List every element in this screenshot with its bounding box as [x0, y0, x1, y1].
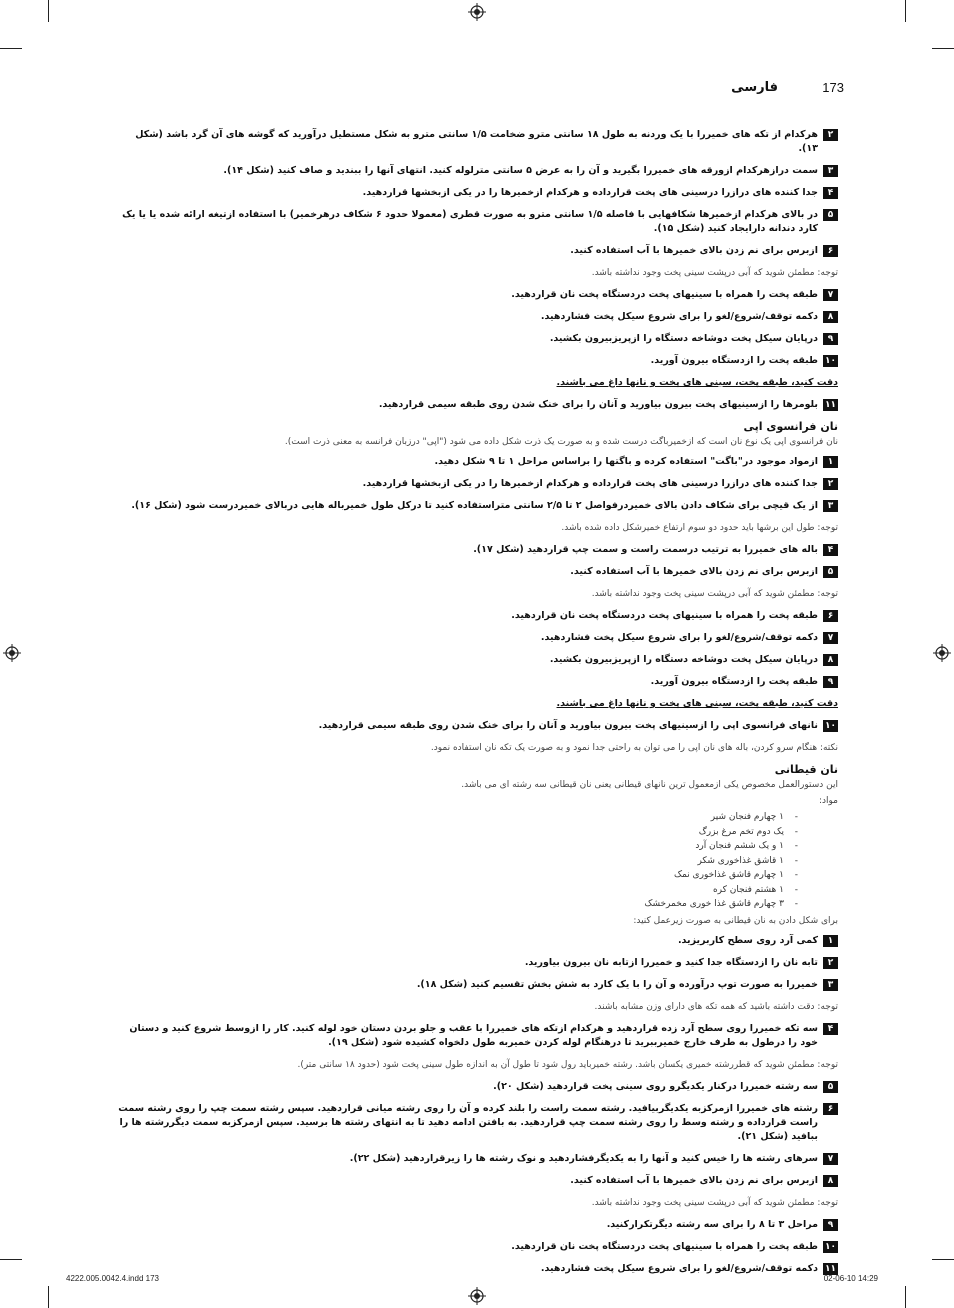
note-text: توجه: مطمئن شوید که قطررشته خمیری یکسان باشد. رشته خمیرباید رول شود تا طول آن به اندازه طول سینی پخت شود (حدود ۱۸ سانتی متر).: [297, 1059, 838, 1070]
note-text: توجه: دقت داشته باشید که همه تکه های دارای وزن مشابه باشند.: [594, 1001, 838, 1012]
instruction-step: [116, 631, 838, 645]
step-number-badge: ۱۰: [825, 721, 836, 731]
list-item: - یک دوم تخم مرغ بزرگ: [116, 825, 798, 840]
instruction-step: [116, 609, 838, 623]
instruction-step: [116, 1102, 838, 1144]
note-text: توجه: مطمئن شوید که آبی درپشت سینی پخت وجود نداشته باشد.: [591, 1197, 838, 1208]
step-text: طبقه پخت را همراه با سینیهای پخت دردستگاه پخت نان قراردهید.: [511, 289, 818, 300]
step-text: نانهای فرانسوی اپی را ازسینیهای پخت بیرون بیاورید و آنان را برای خنک شدن روی طبقه سیمی قراردهید.: [318, 720, 818, 731]
instruction-step: [116, 1218, 838, 1232]
warning-text: دقت کنید، طبقه پخت، سینی های پخت و نانها داغ می باشند.: [556, 698, 838, 709]
step-text: ازبرس برای نم زدن بالای خمیرها با آب استفاده کنید.: [570, 1174, 818, 1186]
crop-mark: [48, 1286, 49, 1308]
paragraph: نان فرانسوی اپی یک نوع نان است که ازخمیرباگت درست شده و به صورت یک ذرت شکل داده می شود ("اپی" درزبان فرانسه به معنی ذرت است).: [284, 437, 838, 447]
step-number-badge: ۶: [823, 1103, 838, 1115]
step-text: ازبرس برای نم زدن بالای خمیرها با آب استفاده کنید.: [570, 245, 818, 256]
step-number-badge: ۱۰: [825, 1241, 836, 1252]
step-number-badge: ۴: [823, 187, 838, 199]
step-number-badge: ۱۰: [825, 356, 836, 366]
step-text: درپایان سیکل پخت دوشاخه دستگاه را ازپریزبیرون بکشید.: [549, 654, 818, 665]
warning-text: دقت کنید، طبقه پخت، سینی های پخت و نانها داغ می باشند.: [556, 377, 838, 388]
step-number-badge: ۲: [823, 478, 838, 490]
instruction-step: [116, 543, 838, 557]
instruction-step: [116, 244, 838, 258]
instruction-step: [116, 477, 838, 491]
instruction-step: [116, 208, 838, 236]
step-text: ازمواد موجود در"باگت" استفاده کرده و باگتها را براساس مراحل ۱ تا ۹ شکل دهید.: [434, 456, 818, 467]
step-number-badge: ۶: [823, 610, 838, 622]
step-number-badge: ۸: [823, 654, 838, 666]
paragraph: برای شکل دادن به نان قیطانی به صورت زیرعمل کنید:: [633, 915, 838, 926]
step-number-badge: ۳: [823, 165, 838, 177]
note-text: توجه: مطمئن شوید که آبی درپشت سینی پخت وجود نداشته باشد.: [591, 268, 838, 278]
step-text: درپایان سیکل پخت دوشاخه دستگاه را ازپریزبیرون بکشید.: [549, 333, 818, 344]
crop-mark: [905, 1286, 906, 1308]
step-text: دکمه توقف/شروع/لغو را برای شروع سیکل پخت فشاردهید.: [540, 311, 818, 322]
step-text: هرکدام از تکه های خمیررا با یک وردنه به طول ۱۸ سانتی مترو ضخامت ۱/۵ سانتی مترو به شکل مستطیل درآورید که گوشه های آن گرد باشد (شکل ۱۳).: [135, 129, 818, 154]
instruction-step: [116, 719, 838, 733]
step-text: جدا کننده های درازرا درسینی های پخت قرارداده و هرکدام ازخمیرها را در یکی ازبخشها قراردهید.: [362, 187, 818, 198]
page-number: 173: [822, 80, 844, 95]
step-text: سرهای رشته ها را خیس کنید و آنها را به یکدیگرفشاردهید و نوک رشته ها را زیرقراردهید (شکل ۲۲).: [349, 1152, 818, 1164]
step-number-badge: ۱۱: [825, 400, 836, 410]
step-number-badge: ۶: [823, 245, 838, 257]
step-text: تابه نان را ازدستگاه جدا کنید و خمیررا ازتابه نان بیرون بیاورید.: [524, 956, 818, 968]
document-body: [116, 128, 838, 1284]
instruction-step: [116, 164, 838, 178]
instruction-step: [116, 186, 838, 200]
instruction-step: [116, 565, 838, 579]
list-item: - ۱ و یک ششم فنجان آرد: [116, 839, 798, 854]
step-text: باله های خمیررا به ترتیب درسمت راست و سمت چپ قراردهید (شکل ۱۷).: [473, 544, 818, 555]
step-text: سه رشته خمیررا درکنار یکدیگرو روی سینی پخت قراردهید (شکل ۲۰).: [493, 1080, 818, 1092]
language-label: فارسی: [731, 80, 778, 95]
instruction-step: [116, 1240, 838, 1254]
step-text: رشته های خمیررا ازمرکزبه یکدیگربیافید. رشته سمت راست را بلند کرده و آن را روی رشته میانی قراردهید. سپس رشته سمت چپ را روی رشته سمت راست قرارداده و رشته وسط را روی رشته سمت چپ قراردهید. به بافتن ادامه دهید تا به انتهای رشته ها برسید. سپس ازمرکزبه سمت دیگررشته ها را ببافید (شکل ۲۱).: [118, 1102, 818, 1142]
note-text: توجه: طول این برشها باید حدود دو سوم ارتفاع خمیرشکل داده شده باشد.: [561, 523, 838, 533]
list-item: - ۱ هشتم فنجان کره: [116, 883, 798, 898]
crop-mark: [0, 1259, 22, 1260]
list-item: - ۱ چهارم قاشق غذاخوری نمک: [116, 868, 798, 883]
instruction-step: [116, 956, 838, 970]
step-text: سه تکه خمیررا روی سطح آرد زده قراردهید و هرکدام ازتکه های خمیررا با عقب و جلو بردن دستان خود لوله کنید. کار را ازوسط شروع کنید و دستان خود را درطول به طرف خارج خمیرببرید تا درهنگام لوله کردن خمیربه طول دلخواه کشیده شود (شکل ۱۹).: [129, 1022, 818, 1048]
page-header: [110, 80, 844, 100]
step-text: خمیررا به صورت توپ درآورده و آن را با یک کارد به شش بخش تقسیم کنید (شکل ۱۸).: [416, 978, 818, 990]
crop-mark: [905, 0, 906, 22]
instruction-step: [116, 978, 838, 992]
step-number-badge: ۷: [823, 289, 838, 301]
step-text: طبقه پخت را ازدستگاه بیرون آورید.: [650, 676, 818, 687]
step-text: بلومرها را ازسینیهای پخت بیرون بیاورید و آنان را برای خنک شدن روی طبقه سیمی قراردهید.: [378, 399, 818, 410]
step-number-badge: ۱: [823, 456, 838, 468]
footer-file: 4222.005.0042.4.indd 173: [66, 1274, 159, 1283]
step-number-badge: ۸: [823, 1175, 838, 1187]
paragraph: مواد:: [818, 796, 838, 806]
step-text: در بالای هرکدام ازخمیرها شکافهایی با فاصله ۱/۵ سانتی مترو به صورت قطری (معمولا حدود ۶ شکاف درهرخمیر) با استفاده ازتیغه ارائه شده یا یا یک کارد دندانه دارایجاد کنید (شکل ۱۵).: [122, 209, 818, 234]
ingredient-list: [116, 810, 838, 912]
list-item: - ۳ چهارم قاشق غذا خوری مخمرخشک: [116, 897, 798, 912]
step-text: جدا کننده های درازرا درسینی های پخت قرارداده و هرکدام ازخمیرها را در یکی ازبخشها قراردهید.: [362, 478, 818, 489]
instruction-step: [116, 1080, 838, 1094]
crop-mark: [48, 0, 49, 22]
instruction-step: [116, 675, 838, 689]
step-number-badge: ۳: [823, 500, 838, 512]
step-text: ازبرس برای نم زدن بالای خمیرها با آب استفاده کنید.: [570, 566, 818, 577]
step-number-badge: ۸: [823, 311, 838, 323]
registration-mark-icon: [468, 3, 486, 21]
step-number-badge: ۴: [823, 1023, 838, 1035]
step-number-badge: ۹: [823, 1219, 838, 1231]
step-number-badge: ۲: [823, 129, 838, 141]
step-number-badge: ۵: [823, 566, 838, 578]
crop-mark: [0, 48, 22, 49]
step-number-badge: ۷: [823, 632, 838, 644]
instruction-step: [116, 288, 838, 302]
step-number-badge: ۵: [823, 209, 838, 221]
instruction-step: [116, 1174, 838, 1188]
step-number-badge: ۱۱: [825, 1263, 836, 1274]
step-number-badge: ۵: [823, 1081, 838, 1093]
instruction-step: [116, 310, 838, 324]
step-text: دکمه توقف/شروع/لغو را برای شروع سیکل پخت فشاردهید.: [540, 632, 818, 643]
instruction-step: [116, 128, 838, 156]
step-text: کمی آرد روی سطح کاربریزید.: [677, 934, 818, 946]
step-number-badge: ۲: [823, 957, 838, 969]
instruction-step: [116, 398, 838, 412]
step-number-badge: ۱: [823, 935, 838, 947]
registration-mark-icon: [468, 1287, 486, 1305]
instruction-step: [116, 934, 838, 948]
step-text: دکمه توقف/شروع/لغو را برای شروع سیکل پخت فشاردهید.: [540, 1262, 818, 1274]
note-text: توجه: مطمئن شوید که آبی درپشت سینی پخت وجود نداشته باشد.: [591, 589, 838, 599]
crop-mark: [932, 48, 954, 49]
step-number-badge: ۷: [823, 1153, 838, 1165]
step-text: سمت درازهرکدام ازورقه های خمیررا بگیرید و آن را به عرض ۵ سانتی مترلوله کنید. انتهای آنها را ببندید و صاف کنید (شکل ۱۴).: [223, 165, 818, 176]
list-item: - ۱ چهارم فنجان شیر: [116, 810, 798, 825]
instruction-step: [116, 455, 838, 469]
section-heading: نان قیطانی: [774, 763, 838, 776]
step-text: طبقه پخت را همراه با سینیهای پخت دردستگاه پخت نان قراردهید.: [511, 1240, 818, 1252]
footer-date: 02-06-10 14:29: [823, 1274, 878, 1283]
step-number-badge: ۹: [823, 676, 838, 688]
instruction-step: [116, 332, 838, 346]
step-number-badge: ۹: [823, 333, 838, 345]
crop-mark: [932, 1259, 954, 1260]
instruction-step: [116, 499, 838, 513]
step-text: از یک قیچی برای شکاف دادن بالای خمیردرفواصل ۲ تا ۲/۵ سانتی متراستفاده کنید تا درکل طول خمیرباله هایی دربالای خمیردرست شود (شکل ۱۶).: [131, 500, 818, 511]
registration-mark-icon: [933, 644, 951, 662]
instruction-step: [116, 1022, 838, 1050]
instruction-step: [116, 653, 838, 667]
step-number-badge: ۴: [823, 544, 838, 556]
section-heading: نان فرانسوی اپی: [743, 420, 838, 433]
paragraph: این دستورالعمل مخصوص یکی ازمعمول ترین نانهای قیطانی یعنی نان قیطانی سه رشته ای می باشد.: [461, 780, 838, 790]
page-footer: [66, 1274, 878, 1288]
instruction-step: [116, 1152, 838, 1166]
list-item: - ۱ قاشق غذاخوری شکر: [116, 854, 798, 869]
step-text: مراحل ۳ تا ۸ را برای سه رشته دیگرتکرارکنید.: [606, 1218, 818, 1230]
registration-mark-icon: [3, 644, 21, 662]
step-text: طبقه پخت را همراه با سینیهای پخت دردستگاه پخت نان قراردهید.: [511, 610, 818, 621]
instruction-step: [116, 354, 838, 368]
step-text: طبقه پخت را ازدستگاه بیرون آورید.: [650, 355, 818, 366]
step-number-badge: ۳: [823, 979, 838, 991]
note-text: نکته: هنگام سرو کردن، باله های نان اپی را می توان به راحتی جدا نمود و به صورت یک تکه نان استفاده نمود.: [430, 743, 838, 753]
